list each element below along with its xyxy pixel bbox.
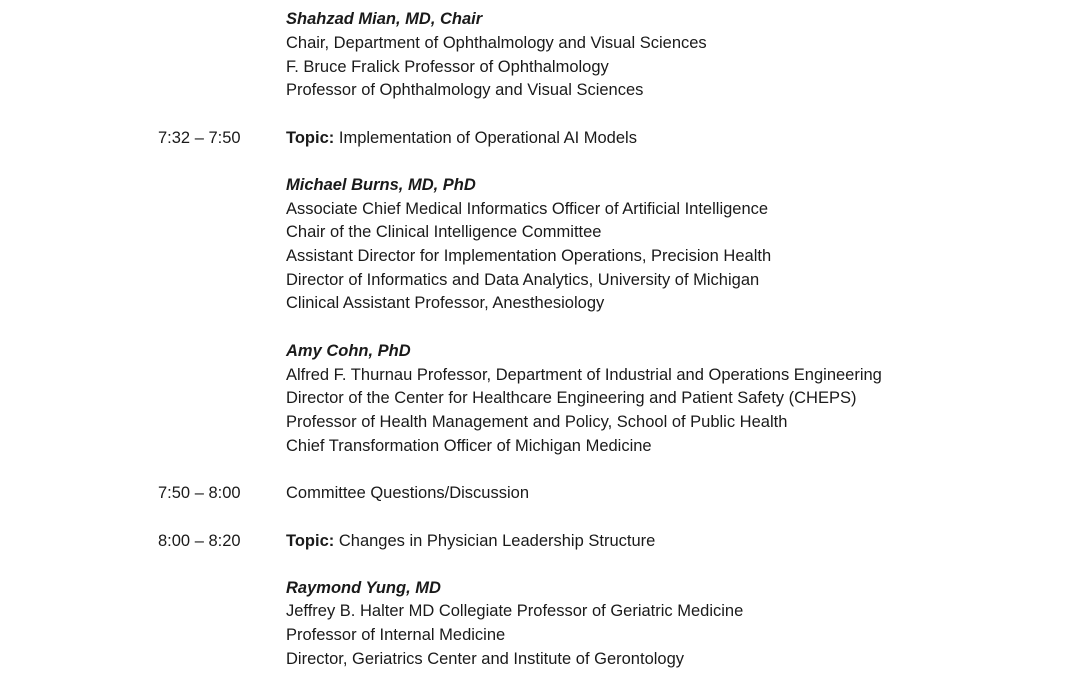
speaker-name: Michael Burns, MD, PhD (286, 176, 476, 194)
speaker-role: Chair of the Clinical Intelligence Committee (286, 223, 602, 241)
speaker-role: Director of the Center for Healthcare Engineering and Patient Safety (CHEPS) (286, 389, 857, 407)
speaker-role: Associate Chief Medical Informatics Officer of Artificial Intelligence (286, 200, 769, 218)
speaker-role: Alfred F. Thurnau Professor, Department of Industrial and Operations Engineering (286, 366, 882, 384)
agenda-item: Committee Questions/Discussion (286, 484, 530, 502)
speaker-role: Director, Geriatrics Center and Institute of Gerontology (286, 650, 685, 668)
agenda-time: 7:50 – 8:00 (158, 484, 241, 502)
speaker-name: Shahzad Mian, MD, Chair (286, 10, 483, 28)
topic-label: Topic: (286, 532, 335, 550)
topic-text: Changes in Physician Leadership Structure (334, 532, 656, 550)
speaker-role: Director of Informatics and Data Analytics, University of Michigan (286, 271, 760, 289)
agenda-time: 8:00 – 8:20 (158, 532, 241, 550)
speaker-role: Chair, Department of Ophthalmology and Visual Sciences (286, 34, 707, 52)
speaker-role: Jeffrey B. Halter MD Collegiate Professor of Geriatric Medicine (286, 602, 744, 620)
topic-label: Topic: (286, 129, 335, 147)
speaker-name: Raymond Yung, MD (286, 579, 441, 597)
speaker-role: F. Bruce Fralick Professor of Ophthalmology (286, 58, 609, 76)
speaker-name: Amy Cohn, PhD (286, 342, 411, 360)
agenda-topic (286, 126, 637, 150)
speaker-role: Professor of Ophthalmology and Visual Sciences (286, 81, 644, 99)
speaker-role: Clinical Assistant Professor, Anesthesiology (286, 294, 605, 312)
speaker-role: Professor of Internal Medicine (286, 626, 506, 644)
topic-text: Implementation of Operational AI Models (334, 129, 637, 147)
agenda-time: 7:32 – 7:50 (158, 129, 241, 147)
speaker-role: Assistant Director for Implementation Operations, Precision Health (286, 247, 772, 265)
speaker-role: Professor of Health Management and Policy, School of Public Health (286, 413, 788, 431)
speaker-role: Chief Transformation Officer of Michigan Medicine (286, 437, 652, 455)
agenda-topic (286, 529, 655, 553)
